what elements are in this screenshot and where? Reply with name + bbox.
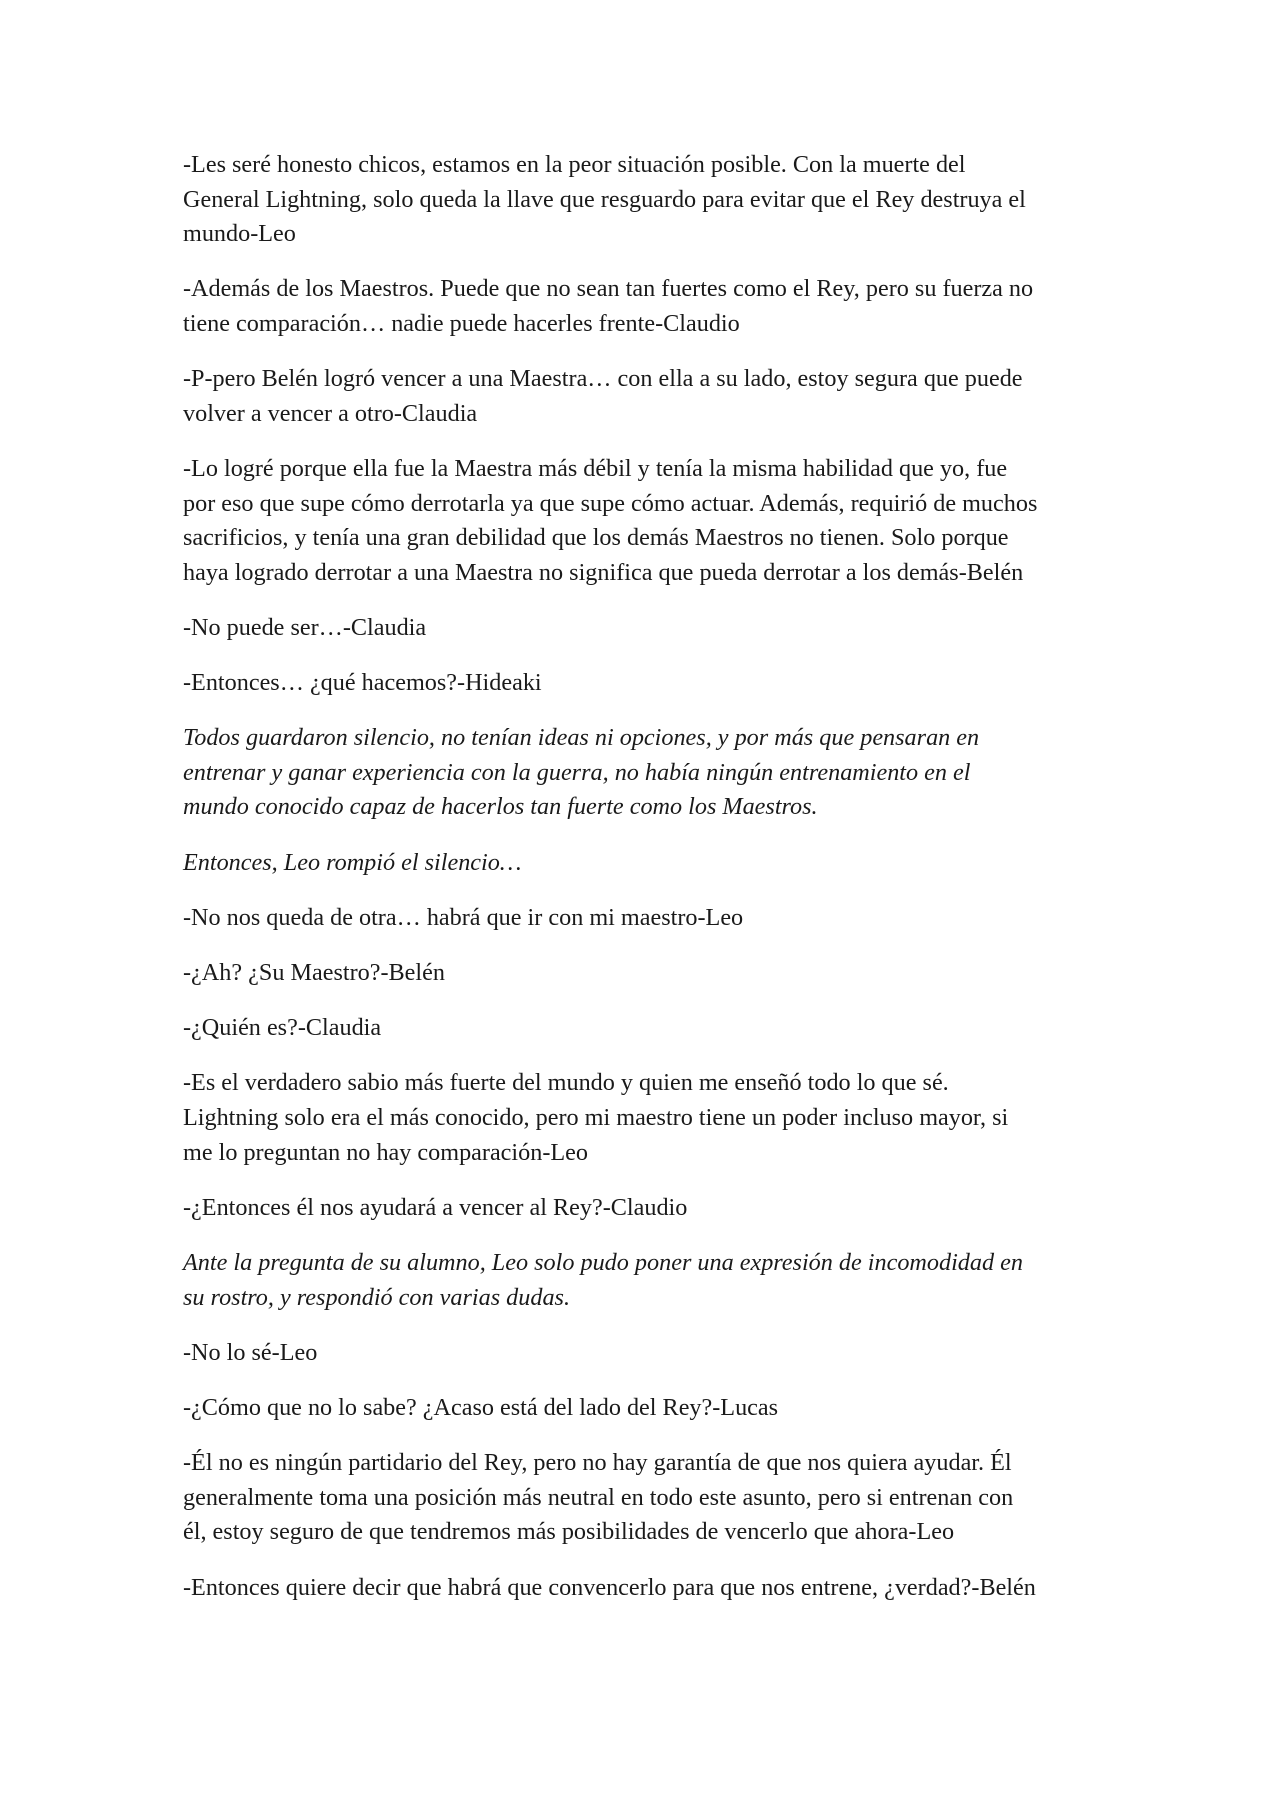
text-line: por eso que supe cómo derrotarla ya que supe cómo actuar. Además, requirió de muchos: [183, 489, 1038, 517]
text-line: entrenar y ganar experiencia con la guerra, no había ningún entrenamiento en el: [183, 758, 971, 786]
text-line: su rostro, y respondió con varias dudas.: [183, 1283, 570, 1311]
text-line: General Lightning, solo queda la llave que resguardo para evitar que el Rey destruya el: [183, 185, 1026, 213]
text-line: -No lo sé-Leo: [183, 1338, 318, 1366]
text-line: Entonces, Leo rompió el silencio…: [183, 848, 522, 876]
narration-paragraph: [183, 846, 1103, 881]
dialogue-paragraph: [183, 1336, 1103, 1371]
text-line: Ante la pregunta de su alumno, Leo solo pudo poner una expresión de incomodidad en: [183, 1248, 1023, 1276]
text-line: -No puede ser…-Claudia: [183, 613, 427, 641]
text-line: tiene comparación… nadie puede hacerles frente-Claudio: [183, 309, 740, 337]
dialogue-paragraph: [183, 1191, 1103, 1226]
dialogue-paragraph: [183, 611, 1103, 646]
text-line: -Es el verdadero sabio más fuerte del mundo y quien me enseñó todo lo que sé.: [183, 1069, 949, 1097]
text-line: -¿Ah? ¿Su Maestro?-Belén: [183, 959, 445, 987]
text-line: -¿Quién es?-Claudia: [183, 1014, 382, 1042]
dialogue-paragraph: [183, 1011, 1103, 1046]
dialogue-paragraph: [183, 272, 1103, 341]
text-line: -Les seré honesto chicos, estamos en la peor situación posible. Con la muerte del: [183, 151, 966, 178]
text-line: mundo-Leo: [183, 220, 296, 248]
text-line: mundo conocido capaz de hacerlos tan fuerte como los Maestros.: [183, 793, 818, 821]
dialogue-paragraph: [183, 956, 1103, 991]
dialogue-paragraph: [183, 148, 1103, 252]
text-line: -¿Entonces él nos ayudará a vencer al Rey?-Claudio: [183, 1193, 688, 1221]
dialogue-paragraph: [183, 1391, 1103, 1426]
text-line: -No nos queda de otra… habrá que ir con mi maestro-Leo: [183, 903, 744, 931]
text-line: Lightning solo era el más conocido, pero mi maestro tiene un poder incluso mayor, si: [183, 1104, 1009, 1131]
dialogue-paragraph: [183, 1571, 1103, 1606]
dialogue-paragraph: [183, 1446, 1103, 1550]
narration-paragraph: [183, 1246, 1103, 1315]
dialogue-paragraph: [183, 666, 1103, 701]
text-line: me lo preguntan no hay comparación-Leo: [183, 1138, 588, 1166]
text-line: -Además de los Maestros. Puede que no sean tan fuertes como el Rey, pero su fuerza no: [183, 275, 1034, 303]
dialogue-paragraph: [183, 362, 1103, 431]
text-line: -Entonces quiere decir que habrá que convencerlo para que nos entrene, ¿verdad?-Belén: [183, 1573, 1036, 1601]
dialogue-paragraph: [183, 901, 1103, 936]
document-body: [183, 148, 1103, 1626]
text-line: él, estoy seguro de que tendremos más posibilidades de vencerlo que ahora-Leo: [183, 1518, 955, 1546]
text-line: volver a vencer a otro-Claudia: [183, 399, 478, 427]
narration-paragraph: [183, 721, 1103, 825]
text-line: -Lo logré porque ella fue la Maestra más débil y tenía la misma habilidad que yo, fue: [183, 454, 1008, 482]
text-line: haya logrado derrotar a una Maestra no significa que pueda derrotar a los demás-Belén: [183, 558, 1024, 586]
text-line: sacrificios, y tenía una gran debilidad que los demás Maestros no tienen. Solo porque: [183, 524, 1009, 552]
text-line: Todos guardaron silencio, no tenían ideas ni opciones, y por más que pensaran en: [183, 724, 980, 752]
text-line: -P-pero Belén logró vencer a una Maestra… con ella a su lado, estoy segura que puede: [183, 365, 1023, 393]
text-line: -¿Cómo que no lo sabe? ¿Acaso está del lado del Rey?-Lucas: [183, 1393, 779, 1421]
text-line: -Entonces… ¿qué hacemos?-Hideaki: [183, 669, 542, 697]
dialogue-paragraph: [183, 452, 1103, 590]
text-line: -Él no es ningún partidario del Rey, pero no hay garantía de que nos quiera ayudar. Él: [183, 1449, 1012, 1477]
text-line: generalmente toma una posición más neutral en todo este asunto, pero si entrenan con: [183, 1483, 1014, 1511]
dialogue-paragraph: [183, 1066, 1103, 1170]
